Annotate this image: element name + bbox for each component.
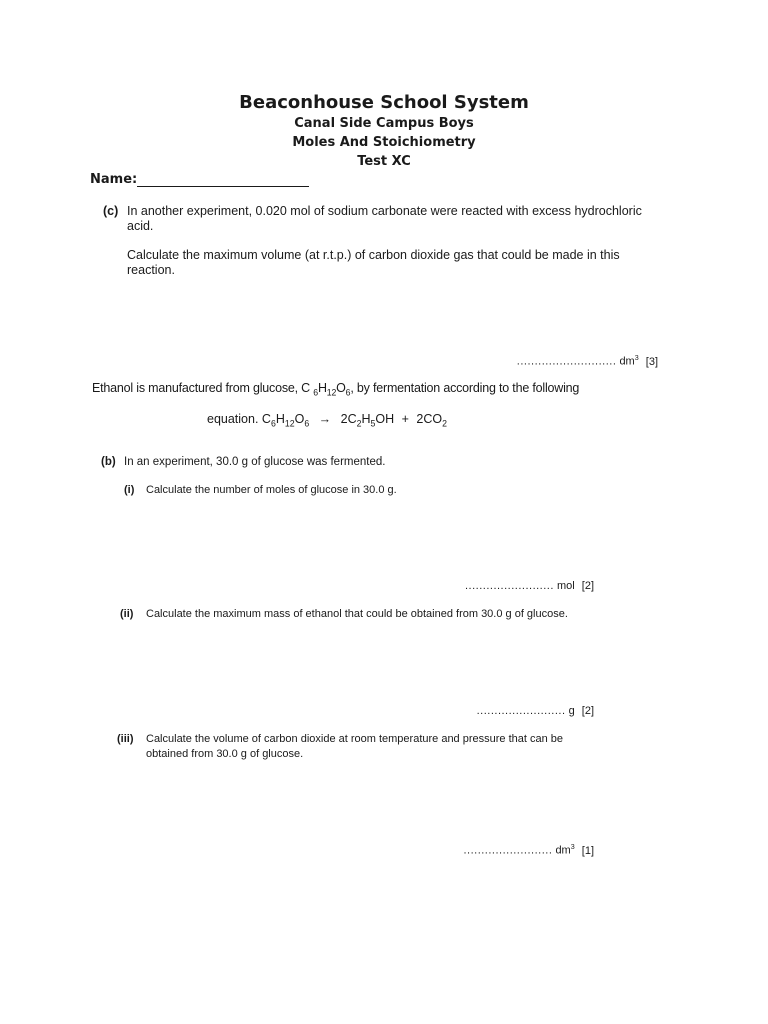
answer-unit: dm (555, 844, 571, 857)
question-c-tag: (c) (103, 204, 119, 218)
marks: [2] (581, 580, 594, 592)
part-iii-tag: (iii) (117, 733, 134, 745)
test-topic: Moles And Stoichiometry (292, 135, 476, 150)
question-b-tag: (b) (101, 456, 116, 468)
name-line[interactable] (137, 172, 309, 187)
fermentation-equation: equation. $C_6H_{12}O_6 \to 2C_2H_5OH + 2CO_2$ (207, 412, 448, 429)
answer-unit: dm (619, 355, 635, 368)
school-title: Beaconhouse School System (239, 92, 529, 113)
question-b-text: In an experiment, 30.0 g of glucose was fermented. (124, 456, 386, 468)
test-code: Test XC (357, 154, 411, 169)
part-ii-answer-line[interactable]: ......................... g [2] (476, 705, 594, 717)
question-c-prompt: Calculate the maximum volume (at r.t.p.) of carbon dioxide gas that could be made in this reaction. (127, 248, 620, 277)
part-iii-text: Calculate the volume of carbon dioxide at room temperature and pressure that can be obtained from 30.0 g of glucose. (146, 733, 564, 760)
part-i-text: Calculate the number of moles of glucose in 30.0 g. (146, 484, 397, 496)
part-iii-answer-line[interactable]: ......................... $dm^3$ [1] (463, 843, 594, 857)
campus-subtitle: Canal Side Campus Boys (294, 116, 474, 131)
part-i-tag: (i) (124, 484, 135, 496)
marks: [2] (581, 705, 594, 717)
question-c-answer-line[interactable]: ............................ $dm^3$ [3] (516, 354, 658, 368)
answer-unit: g (568, 705, 575, 717)
question-c-text: In another experiment, 0.020 mol of sodium carbonate were reacted with excess hydrochloric acid. (127, 204, 642, 233)
name-field[interactable] (90, 172, 309, 187)
marks: [3] (645, 355, 658, 368)
name-label: Name: (90, 172, 138, 187)
marks: [1] (581, 844, 594, 857)
ethanol-intro: Ethanol is manufactured from glucose, C $_6H_{12}O_6$, by fermentation according to the following (92, 381, 580, 398)
part-ii-text: Calculate the maximum mass of ethanol that could be obtained from 30.0 g of glucose. (146, 608, 568, 620)
answer-unit: mol (556, 580, 575, 592)
part-i-answer-line[interactable]: ......................... mol [2] (465, 580, 594, 592)
part-ii-tag: (ii) (120, 608, 134, 620)
